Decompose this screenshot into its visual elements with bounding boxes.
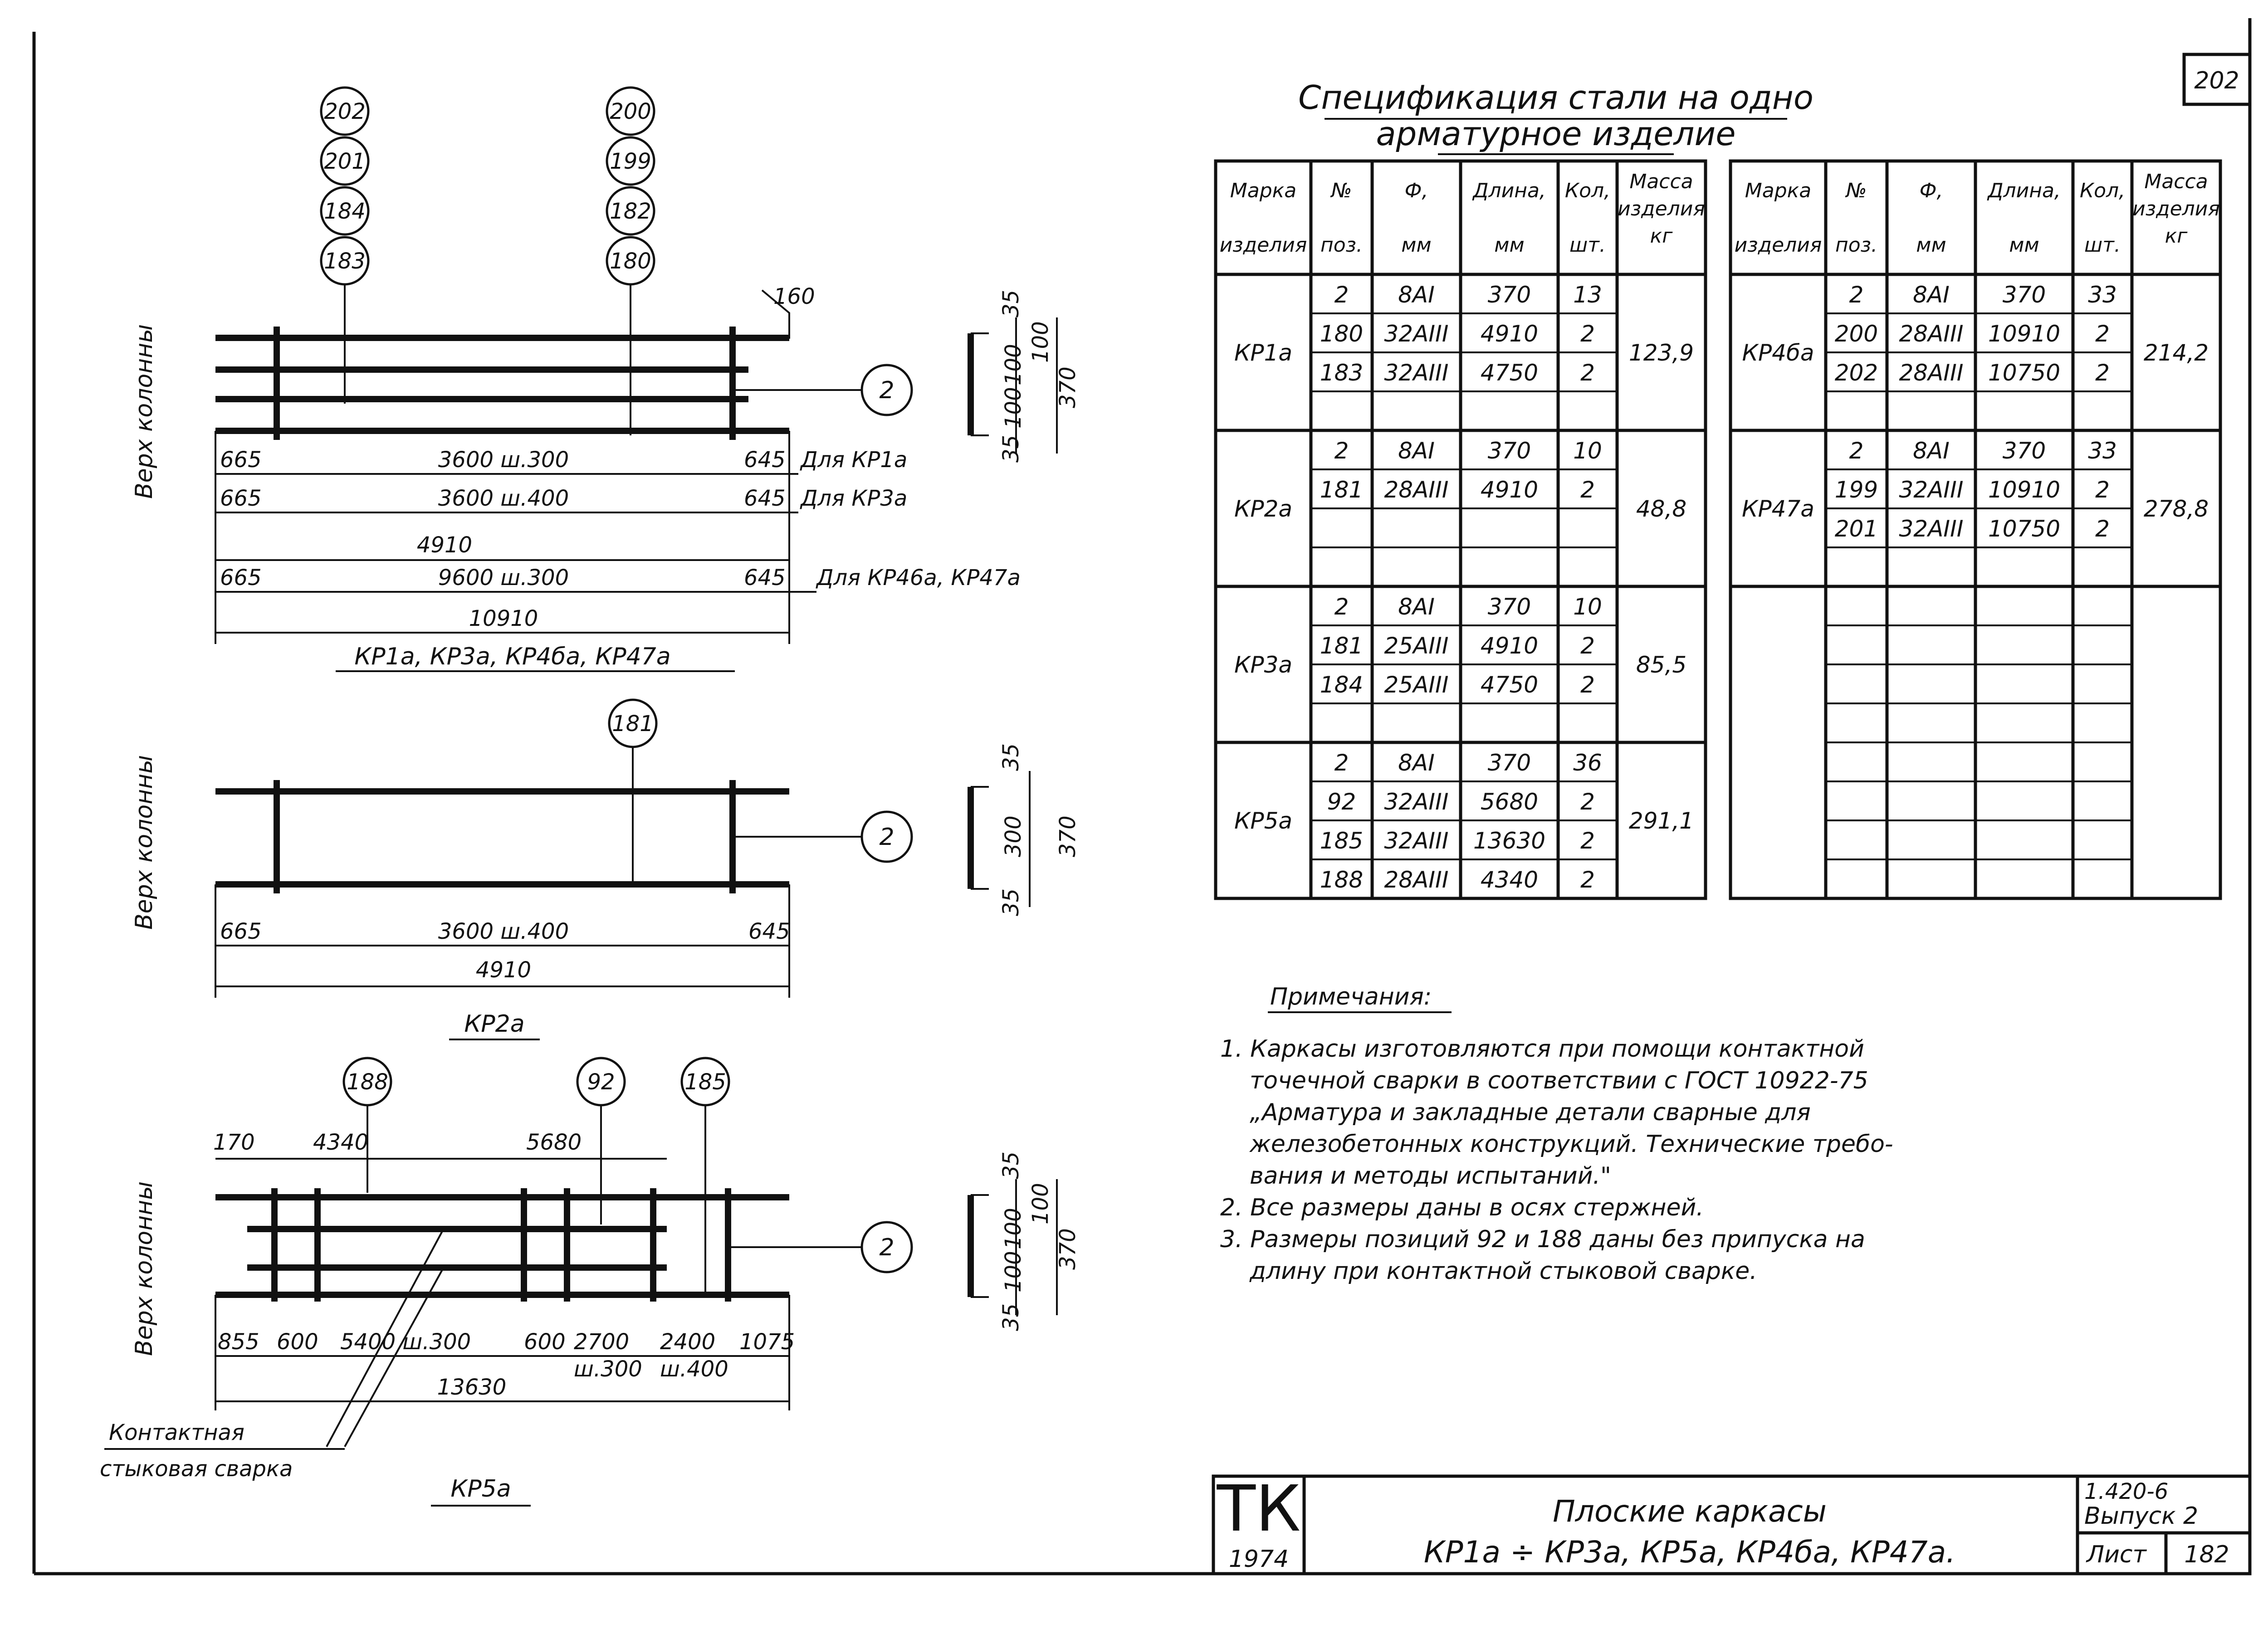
spec-cell: 13 [1573, 282, 1602, 308]
frame1-row1-note: Для КР1а [801, 447, 908, 473]
frame2-caption: КР2а [464, 1010, 525, 1038]
frame3-bottom-dim: ш.300 [574, 1356, 642, 1382]
spec-cell: 181 [1320, 633, 1364, 659]
spec-cell: 2 [1580, 360, 1595, 386]
spec-cell: 370 [2002, 282, 2046, 308]
spec-cell: 8АI [1398, 282, 1435, 308]
spec-cell: 2 [2095, 360, 2110, 386]
frame1-mark: 180 [610, 249, 651, 274]
frame1-dimensions [215, 431, 1021, 644]
frame1-section-dim: 100 [1028, 321, 1053, 363]
series-code: 1.420-6 [2084, 1479, 2169, 1504]
stamp-code: ТК [1217, 1472, 1301, 1546]
frame3-weld-note-1: Контактная [109, 1420, 244, 1445]
frame1-row1-mid: 3600 ш.300 [438, 447, 569, 473]
frame1-marks-mid [607, 88, 654, 435]
spec-cell: 32АIII [1384, 789, 1449, 815]
spec-item-mass: 123,9 [1628, 340, 1694, 366]
spec-cell: 4750 [1480, 672, 1539, 698]
frame3-bottom-dim: 1075 [739, 1329, 795, 1355]
spec-cell: 2 [1580, 867, 1595, 893]
spec-cell: 2 [1334, 750, 1349, 776]
spec-item-mass: 48,8 [1636, 496, 1687, 522]
spec-header-cell: № [1846, 179, 1867, 202]
spec-header-cell: № [1331, 179, 1352, 202]
frame1-column-top-label: Верх колонны [131, 324, 158, 499]
frame1-dim-160: 160 [773, 284, 815, 309]
frame3-bottom-dim: 5400 ш.300 [340, 1329, 471, 1355]
frame3-total: 13630 [437, 1375, 507, 1400]
frame1-row1-left: 665 [220, 447, 262, 473]
spec-cell: 200 [1834, 321, 1878, 347]
stamp-year: 1974 [1228, 1546, 1289, 1573]
spec-header-cell: Масса [1629, 170, 1693, 193]
frame3-pos-mark: 2 [879, 1234, 894, 1261]
frame2-column-top-label: Верх колонны [131, 755, 158, 930]
spec-cell: 4340 [1480, 867, 1539, 893]
frame3-section-dim: 35 [998, 1151, 1024, 1179]
drawing-title-1: Плоские каркасы [1553, 1494, 1827, 1529]
frame1-row3-left: 665 [220, 565, 262, 590]
spec-cell: 2 [1580, 321, 1595, 347]
spec-cell: 10750 [1988, 516, 2061, 542]
spec-cell: 33 [2088, 438, 2117, 464]
spec-header-cell: мм [2009, 234, 2039, 257]
notes-heading: Примечания: [1270, 983, 1432, 1010]
notes-block [1220, 983, 1893, 1285]
spec-cell: 2 [1580, 828, 1595, 854]
spec-cell: 28АIII [1899, 321, 1964, 347]
spec-cell: 183 [1320, 360, 1364, 386]
spec-cell: 36 [1573, 750, 1602, 776]
frame3-section-dim: 35 [998, 1303, 1024, 1331]
spec-header-cell: Марка [1745, 179, 1812, 202]
frame1-marks-left [321, 88, 368, 404]
frame1-row2-note: Для КР3а [801, 486, 908, 511]
spec-cell: 2 [1334, 282, 1349, 308]
frame3-caption: КР5а [450, 1475, 511, 1502]
frame3-bottom-dim: 2700 [574, 1329, 630, 1355]
spec-header-cell: изделия [2132, 197, 2220, 220]
spec-title [1298, 78, 1813, 154]
spec-cell: 180 [1320, 321, 1364, 347]
frame1-mark: 199 [610, 149, 651, 174]
spec-header-cell: мм [1401, 234, 1432, 257]
frame3-mark: 92 [587, 1069, 615, 1095]
note-line: 1. Каркасы изготовляются при помощи контактной [1220, 1035, 1864, 1063]
corner-page-number [2184, 54, 2250, 104]
frame1-section-dim: 35 [998, 434, 1024, 463]
frame2-left: 665 [220, 919, 262, 944]
spec-cell: 370 [1487, 282, 1531, 308]
spec-cell: 25АIII [1384, 633, 1449, 659]
spec-header-cell: Масса [2144, 170, 2208, 193]
spec-cell: 13630 [1473, 828, 1546, 854]
frame3-top-dim: 4340 [313, 1130, 369, 1155]
spec-cell: 32АIII [1384, 360, 1449, 386]
spec-cell: 4750 [1480, 360, 1539, 386]
frame3-mark: 188 [347, 1069, 388, 1095]
frame2-pos-mark: 2 [879, 824, 894, 851]
spec-header-cell: Длина, [1473, 179, 1546, 202]
frame2-right: 645 [748, 919, 790, 944]
spec-cell: 201 [1834, 516, 1878, 542]
spec-cell: 202 [1834, 360, 1878, 386]
spec-cell: 370 [1487, 438, 1531, 464]
frame1-drawing [131, 88, 1080, 671]
spec-header-cell: кг [2165, 224, 2188, 248]
spec-item-mass: 291,1 [1628, 808, 1694, 834]
spec-cell: 8АI [1913, 438, 1950, 464]
frame2-section-dim: 300 [1001, 815, 1026, 857]
spec-header-cell: шт. [2084, 234, 2121, 257]
frame3-section-dim: 100 [1001, 1251, 1026, 1293]
spec-cell: 4910 [1480, 477, 1539, 503]
spec-cell: 10910 [1988, 477, 2061, 503]
spec-cell: 2 [1849, 282, 1864, 308]
spec-item-mass: 278,8 [2143, 496, 2209, 522]
spec-cell: 32АIII [1899, 516, 1964, 542]
frame1-row3-mid: 9600 ш.300 [438, 565, 569, 590]
issue-label: Выпуск 2 [2084, 1502, 2199, 1530]
spec-cell: 25АIII [1384, 672, 1449, 698]
spec-header-cell: поз. [1320, 234, 1363, 257]
frame3-bottom-dim: ш.400 [660, 1356, 728, 1382]
frame1-section-dim: 35 [998, 289, 1024, 317]
frame3-drawing [100, 1058, 1080, 1506]
note-line: железобетонных конструкций. Технические требо- [1250, 1131, 1893, 1158]
frame2-mark: 181 [612, 711, 654, 737]
frame1-total-2: 10910 [469, 606, 538, 631]
frame1-total-1: 4910 [416, 532, 473, 558]
spec-cell: 2 [1580, 672, 1595, 698]
sheet-number: 182 [2184, 1541, 2229, 1568]
spec-item-mark: КР47а [1742, 496, 1814, 522]
spec-cell: 8АI [1398, 594, 1435, 620]
spec-cell: 370 [1487, 594, 1531, 620]
frame1-mark: 202 [324, 99, 366, 124]
spec-cell: 2 [2095, 516, 2110, 542]
frame1-mark: 183 [324, 249, 366, 274]
frame1-section-dim: 370 [1055, 366, 1080, 408]
spec-cell: 32АIII [1384, 828, 1449, 854]
frame3-weld-note-2: стыковая сварка [100, 1456, 293, 1482]
frame1-mark: 184 [324, 199, 366, 224]
spec-cell: 199 [1834, 477, 1878, 503]
spec-header-cell: Кол, [1564, 179, 1611, 202]
spec-header-cell: Ф, [1919, 179, 1943, 202]
spec-title-2: арматурное изделие [1376, 115, 1736, 153]
spec-title-1: Спецификация стали на одно [1298, 78, 1813, 117]
frame3-bottom-dim: 855 [218, 1329, 259, 1355]
spec-cell: 2 [1580, 633, 1595, 659]
frame3-column-top-label: Верх колонны [131, 1181, 158, 1356]
frame1-section-dim: 100 [1001, 344, 1026, 385]
note-line: вания и методы испытаний." [1250, 1162, 1611, 1190]
spec-cell: 28АIII [1384, 477, 1449, 503]
title-block [1213, 1472, 2250, 1574]
frame2-drawing [131, 700, 1080, 1039]
frame1-row3-right: 645 [744, 565, 786, 590]
spec-cell: 2 [2095, 321, 2110, 347]
spec-cell: 2 [1849, 438, 1864, 464]
spec-cell: 5680 [1480, 789, 1539, 815]
spec-cell: 188 [1320, 867, 1364, 893]
spec-header-cell: шт. [1569, 234, 1606, 257]
frame3-top-dim: 170 [213, 1130, 255, 1155]
spec-header-cell: Марка [1230, 179, 1297, 202]
drawing-title-2: КР1а ÷ КР3а, КР5а, КР4бa, КР47а. [1423, 1535, 1956, 1570]
note-line: 2. Все размеры даны в осях стержней. [1220, 1194, 1704, 1221]
frame3-section-dim: 100 [1028, 1183, 1053, 1224]
spec-cell: 8АI [1398, 438, 1435, 464]
spec-item-mark: КР5а [1234, 808, 1293, 834]
frame3-mark: 185 [684, 1069, 726, 1095]
spec-item-mark: КР4ба [1742, 340, 1814, 366]
frame3-section-dim: 100 [1001, 1208, 1026, 1249]
spec-cell: 2 [1580, 477, 1595, 503]
spec-item-mass: 214,2 [2143, 340, 2209, 366]
spec-header-cell: кг [1650, 224, 1673, 248]
spec-cell: 28АIII [1899, 360, 1964, 386]
frame1-caption: КР1а, КР3а, КР4ба, КР47а [354, 643, 671, 670]
frame1-section [971, 290, 1080, 463]
spec-cell: 184 [1320, 672, 1364, 698]
sheet-label: Лист [2087, 1541, 2146, 1568]
spec-cell: 2 [1334, 594, 1349, 620]
spec-header-cell: мм [1494, 234, 1525, 257]
frame3-bottom-dim: 600 [524, 1329, 566, 1355]
spec-header-cell: Длина, [1988, 179, 2061, 202]
spec-cell: 10 [1573, 438, 1602, 464]
frame2-section-dim: 35 [998, 743, 1024, 771]
spec-cell: 181 [1320, 477, 1364, 503]
frame1-pos-mark: 2 [879, 377, 894, 404]
frame1-row3-note: Для КР46а, КР47а [816, 565, 1021, 590]
spec-cell: 32АIII [1384, 321, 1449, 347]
spec-cell: 2 [1334, 438, 1349, 464]
frame2-section-dim: 370 [1055, 815, 1080, 857]
spec-cell: 28АIII [1384, 867, 1449, 893]
spec-cell: 8АI [1398, 750, 1435, 776]
frame1-section-dim: 100 [1001, 387, 1026, 429]
frame3-bottom-dim: 600 [277, 1329, 318, 1355]
spec-cell: 4910 [1480, 321, 1539, 347]
frame1-mark: 182 [610, 199, 651, 224]
spec-header-cell: поз. [1835, 234, 1878, 257]
frame3-top-dim: 5680 [526, 1130, 582, 1155]
spec-cell: 10 [1573, 594, 1602, 620]
frame1-row2-mid: 3600 ш.400 [438, 486, 569, 511]
spec-header-cell: изделия [1219, 234, 1307, 257]
spec-table-left [1216, 161, 1706, 898]
spec-cell: 2 [1580, 789, 1595, 815]
spec-item-mass: 85,5 [1636, 652, 1687, 678]
note-line: „Арматура и закладные детали сварные для [1250, 1099, 1811, 1126]
frame1-row2-left: 665 [220, 486, 262, 511]
corner-page-text: 202 [2194, 67, 2239, 94]
frame1-mark: 200 [610, 99, 651, 124]
frame1-bars [215, 284, 912, 440]
frame3-section-dim: 370 [1055, 1228, 1080, 1270]
spec-cell: 92 [1327, 789, 1356, 815]
spec-cell: 32АIII [1899, 477, 1964, 503]
frame2-section-dim: 35 [998, 888, 1024, 916]
spec-cell: 2 [2095, 477, 2110, 503]
spec-cell: 33 [2088, 282, 2117, 308]
spec-header-cell: Кол, [2079, 179, 2126, 202]
spec-header-cell: изделия [1734, 234, 1822, 257]
note-line: 3. Размеры позиций 92 и 188 даны без припуска на [1220, 1226, 1865, 1253]
spec-table-right [1730, 161, 2220, 898]
frame2-mid: 3600 ш.400 [438, 919, 569, 944]
note-line: точечной сварки в соответствии с ГОСТ 10922-75 [1250, 1067, 1868, 1094]
spec-cell: 8АI [1913, 282, 1950, 308]
frame2-total: 4910 [475, 957, 532, 983]
spec-cell: 10750 [1988, 360, 2061, 386]
spec-item-mark: КР3а [1234, 652, 1293, 678]
spec-cell: 4910 [1480, 633, 1539, 659]
frame1-row1-right: 645 [744, 447, 786, 473]
spec-header-cell: Ф, [1404, 179, 1428, 202]
spec-item-mark: КР2а [1234, 496, 1293, 522]
frame1-row2-right: 645 [744, 486, 786, 511]
spec-header-cell: мм [1916, 234, 1946, 257]
spec-cell: 185 [1320, 828, 1364, 854]
spec-item-mark: КР1а [1234, 340, 1293, 366]
spec-cell: 370 [1487, 750, 1531, 776]
note-line: длину при контактной стыковой сварке. [1250, 1258, 1757, 1285]
spec-header-cell: изделия [1618, 197, 1705, 220]
frame3-bottom-dim: 2400 [660, 1329, 716, 1355]
spec-cell: 370 [2002, 438, 2046, 464]
frame1-mark: 201 [324, 149, 366, 174]
spec-cell: 10910 [1988, 321, 2061, 347]
